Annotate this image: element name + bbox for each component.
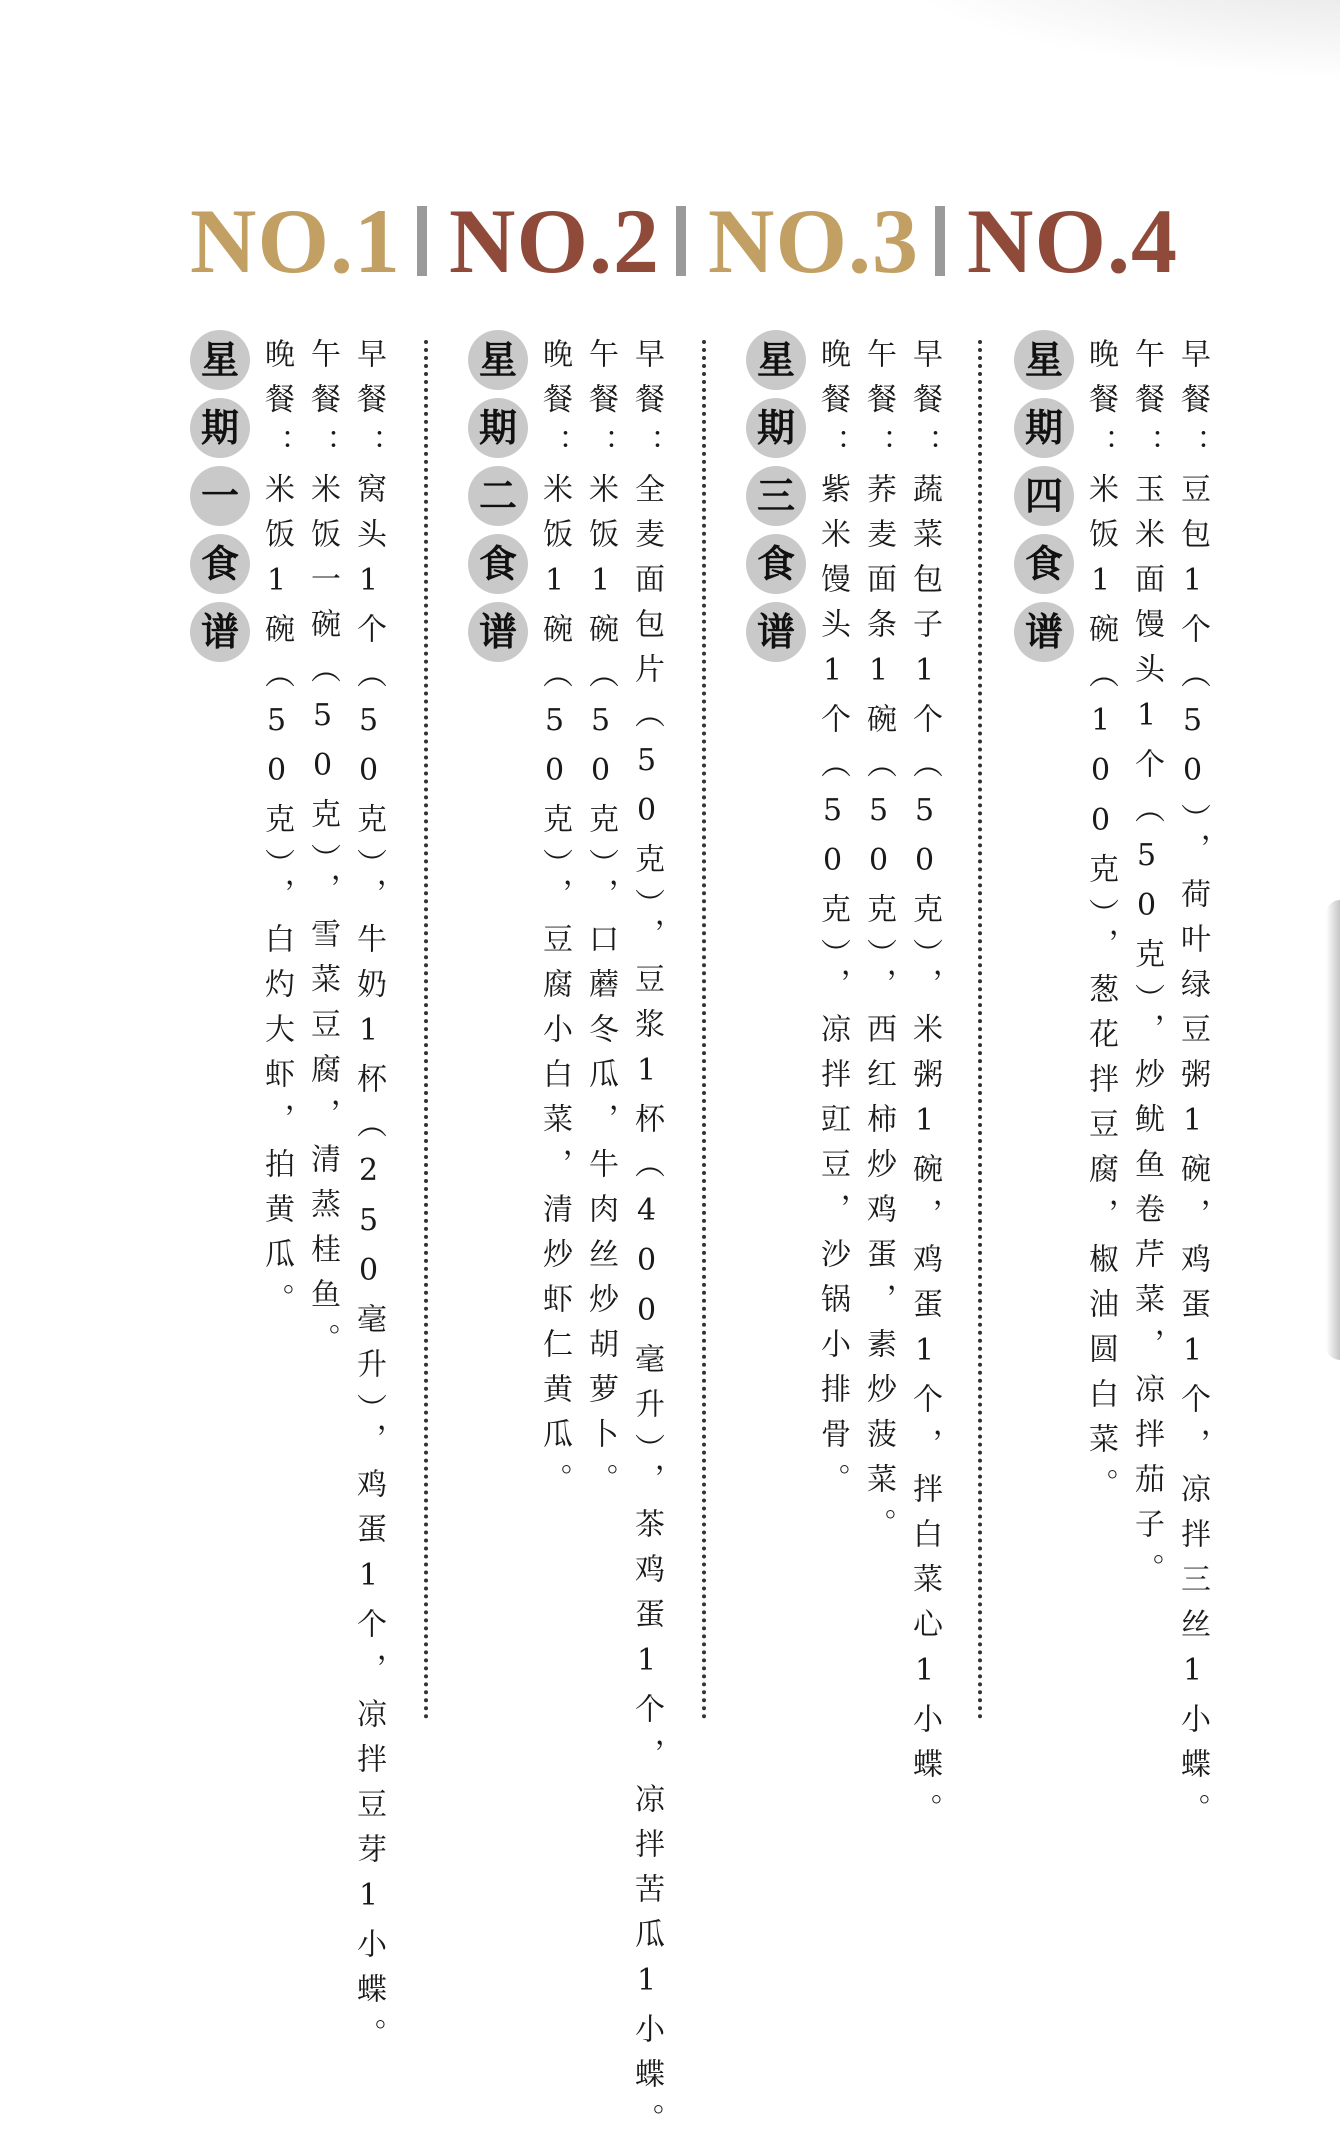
- lunch-text: 荞麦面条1碗（50克），西红柿炒鸡蛋，素炒菠菜。: [861, 473, 896, 1553]
- header-separator: [935, 206, 945, 276]
- day-title-char: 食: [746, 534, 806, 594]
- page-header: [190, 186, 1230, 296]
- day-title-char: 星: [468, 330, 528, 390]
- breakfast-entry: [1170, 338, 1214, 1838]
- breakfast-label: 早餐：: [1175, 338, 1210, 473]
- header-separator: [676, 206, 686, 276]
- day-title-char: 谱: [468, 602, 528, 662]
- day-title-char: 一: [190, 466, 250, 526]
- day-title-char: 星: [746, 330, 806, 390]
- breakfast-entry: [624, 338, 668, 2148]
- breakfast-entry: [346, 338, 390, 2063]
- day-title-char: 星: [1014, 330, 1074, 390]
- day-title-thursday: [1014, 330, 1074, 670]
- dotted-divider: [702, 340, 706, 1720]
- day-title-char: 期: [746, 398, 806, 458]
- dinner-entry: [1078, 338, 1122, 1513]
- dinner-entry: [532, 338, 576, 1508]
- day-title-char: 星: [190, 330, 250, 390]
- dotted-divider: [978, 340, 982, 1720]
- day-title-wednesday: [746, 330, 806, 670]
- day-title-char: 食: [468, 534, 528, 594]
- header-no3: NO.3: [708, 190, 919, 292]
- lunch-label: 午餐：: [861, 338, 896, 473]
- lunch-text: 玉米面馒头1个（50克），炒鱿鱼卷芹菜，凉拌茄子。: [1129, 473, 1164, 1598]
- day-title-char: 期: [468, 398, 528, 458]
- day-title-char: 谱: [190, 602, 250, 662]
- breakfast-text: 全麦面包片（50克），豆浆1杯（400毫升），茶鸡蛋1个，凉拌苦瓜1小蝶。: [629, 473, 664, 2148]
- breakfast-text: 蔬菜包子1个（50克），米粥1碗，鸡蛋1个，拌白菜心1小蝶。: [907, 473, 942, 1838]
- lunch-entry: [578, 338, 622, 1508]
- lunch-label: 午餐：: [305, 338, 340, 473]
- lunch-text: 米饭1碗（50克），口蘑冬瓜，牛肉丝炒胡萝卜。: [583, 473, 618, 1508]
- breakfast-entry: [902, 338, 946, 1838]
- lunch-entry: [1124, 338, 1168, 1598]
- day-title-char: 四: [1014, 466, 1074, 526]
- dinner-label: 晚餐：: [537, 338, 572, 473]
- breakfast-text: 窝头1个（50克），牛奶1杯（250毫升），鸡蛋1个，凉拌豆芽1小蝶。: [351, 473, 386, 2063]
- dinner-text: 米饭1碗（50克），白灼大虾，拍黄瓜。: [259, 473, 294, 1328]
- lunch-entry: [856, 338, 900, 1553]
- lunch-text: 米饭一碗（50克），雪菜豆腐，清蒸桂鱼。: [305, 473, 340, 1368]
- dinner-entry: [254, 338, 298, 1328]
- lunch-label: 午餐：: [1129, 338, 1164, 473]
- day-title-char: 食: [190, 534, 250, 594]
- dinner-text: 米饭1碗（100克），葱花拌豆腐，椒油圆白菜。: [1083, 473, 1118, 1513]
- dinner-text: 紫米馒头1个（50克），凉拌豇豆，沙锅小排骨。: [815, 473, 850, 1508]
- day-title-char: 三: [746, 466, 806, 526]
- page-edge-shade: [1326, 900, 1340, 1360]
- day-title-char: 期: [1014, 398, 1074, 458]
- page-curl-shade: [860, 0, 1340, 80]
- dinner-label: 晚餐：: [815, 338, 850, 473]
- lunch-entry: [300, 338, 344, 1368]
- day-title-char: 谱: [1014, 602, 1074, 662]
- dotted-divider: [424, 340, 428, 1720]
- header-no1: NO.1: [190, 190, 401, 292]
- day-title-char: 二: [468, 466, 528, 526]
- day-title-char: 食: [1014, 534, 1074, 594]
- day-title-tuesday: [468, 330, 528, 670]
- breakfast-label: 早餐：: [907, 338, 942, 473]
- dinner-label: 晚餐：: [259, 338, 294, 473]
- dinner-label: 晚餐：: [1083, 338, 1118, 473]
- header-separator: [417, 206, 427, 276]
- header-no2: NO.2: [449, 190, 660, 292]
- breakfast-label: 早餐：: [351, 338, 386, 473]
- lunch-label: 午餐：: [583, 338, 618, 473]
- breakfast-label: 早餐：: [629, 338, 664, 473]
- day-title-char: 谱: [746, 602, 806, 662]
- breakfast-text: 豆包1个（50），荷叶绿豆粥1碗，鸡蛋1个，凉拌三丝1小蝶。: [1175, 473, 1210, 1838]
- day-title-char: 期: [190, 398, 250, 458]
- dinner-entry: [810, 338, 854, 1508]
- header-no4: NO.4: [967, 190, 1178, 292]
- day-title-monday: [190, 330, 250, 670]
- dinner-text: 米饭1碗（50克），豆腐小白菜，清炒虾仁黄瓜。: [537, 473, 572, 1508]
